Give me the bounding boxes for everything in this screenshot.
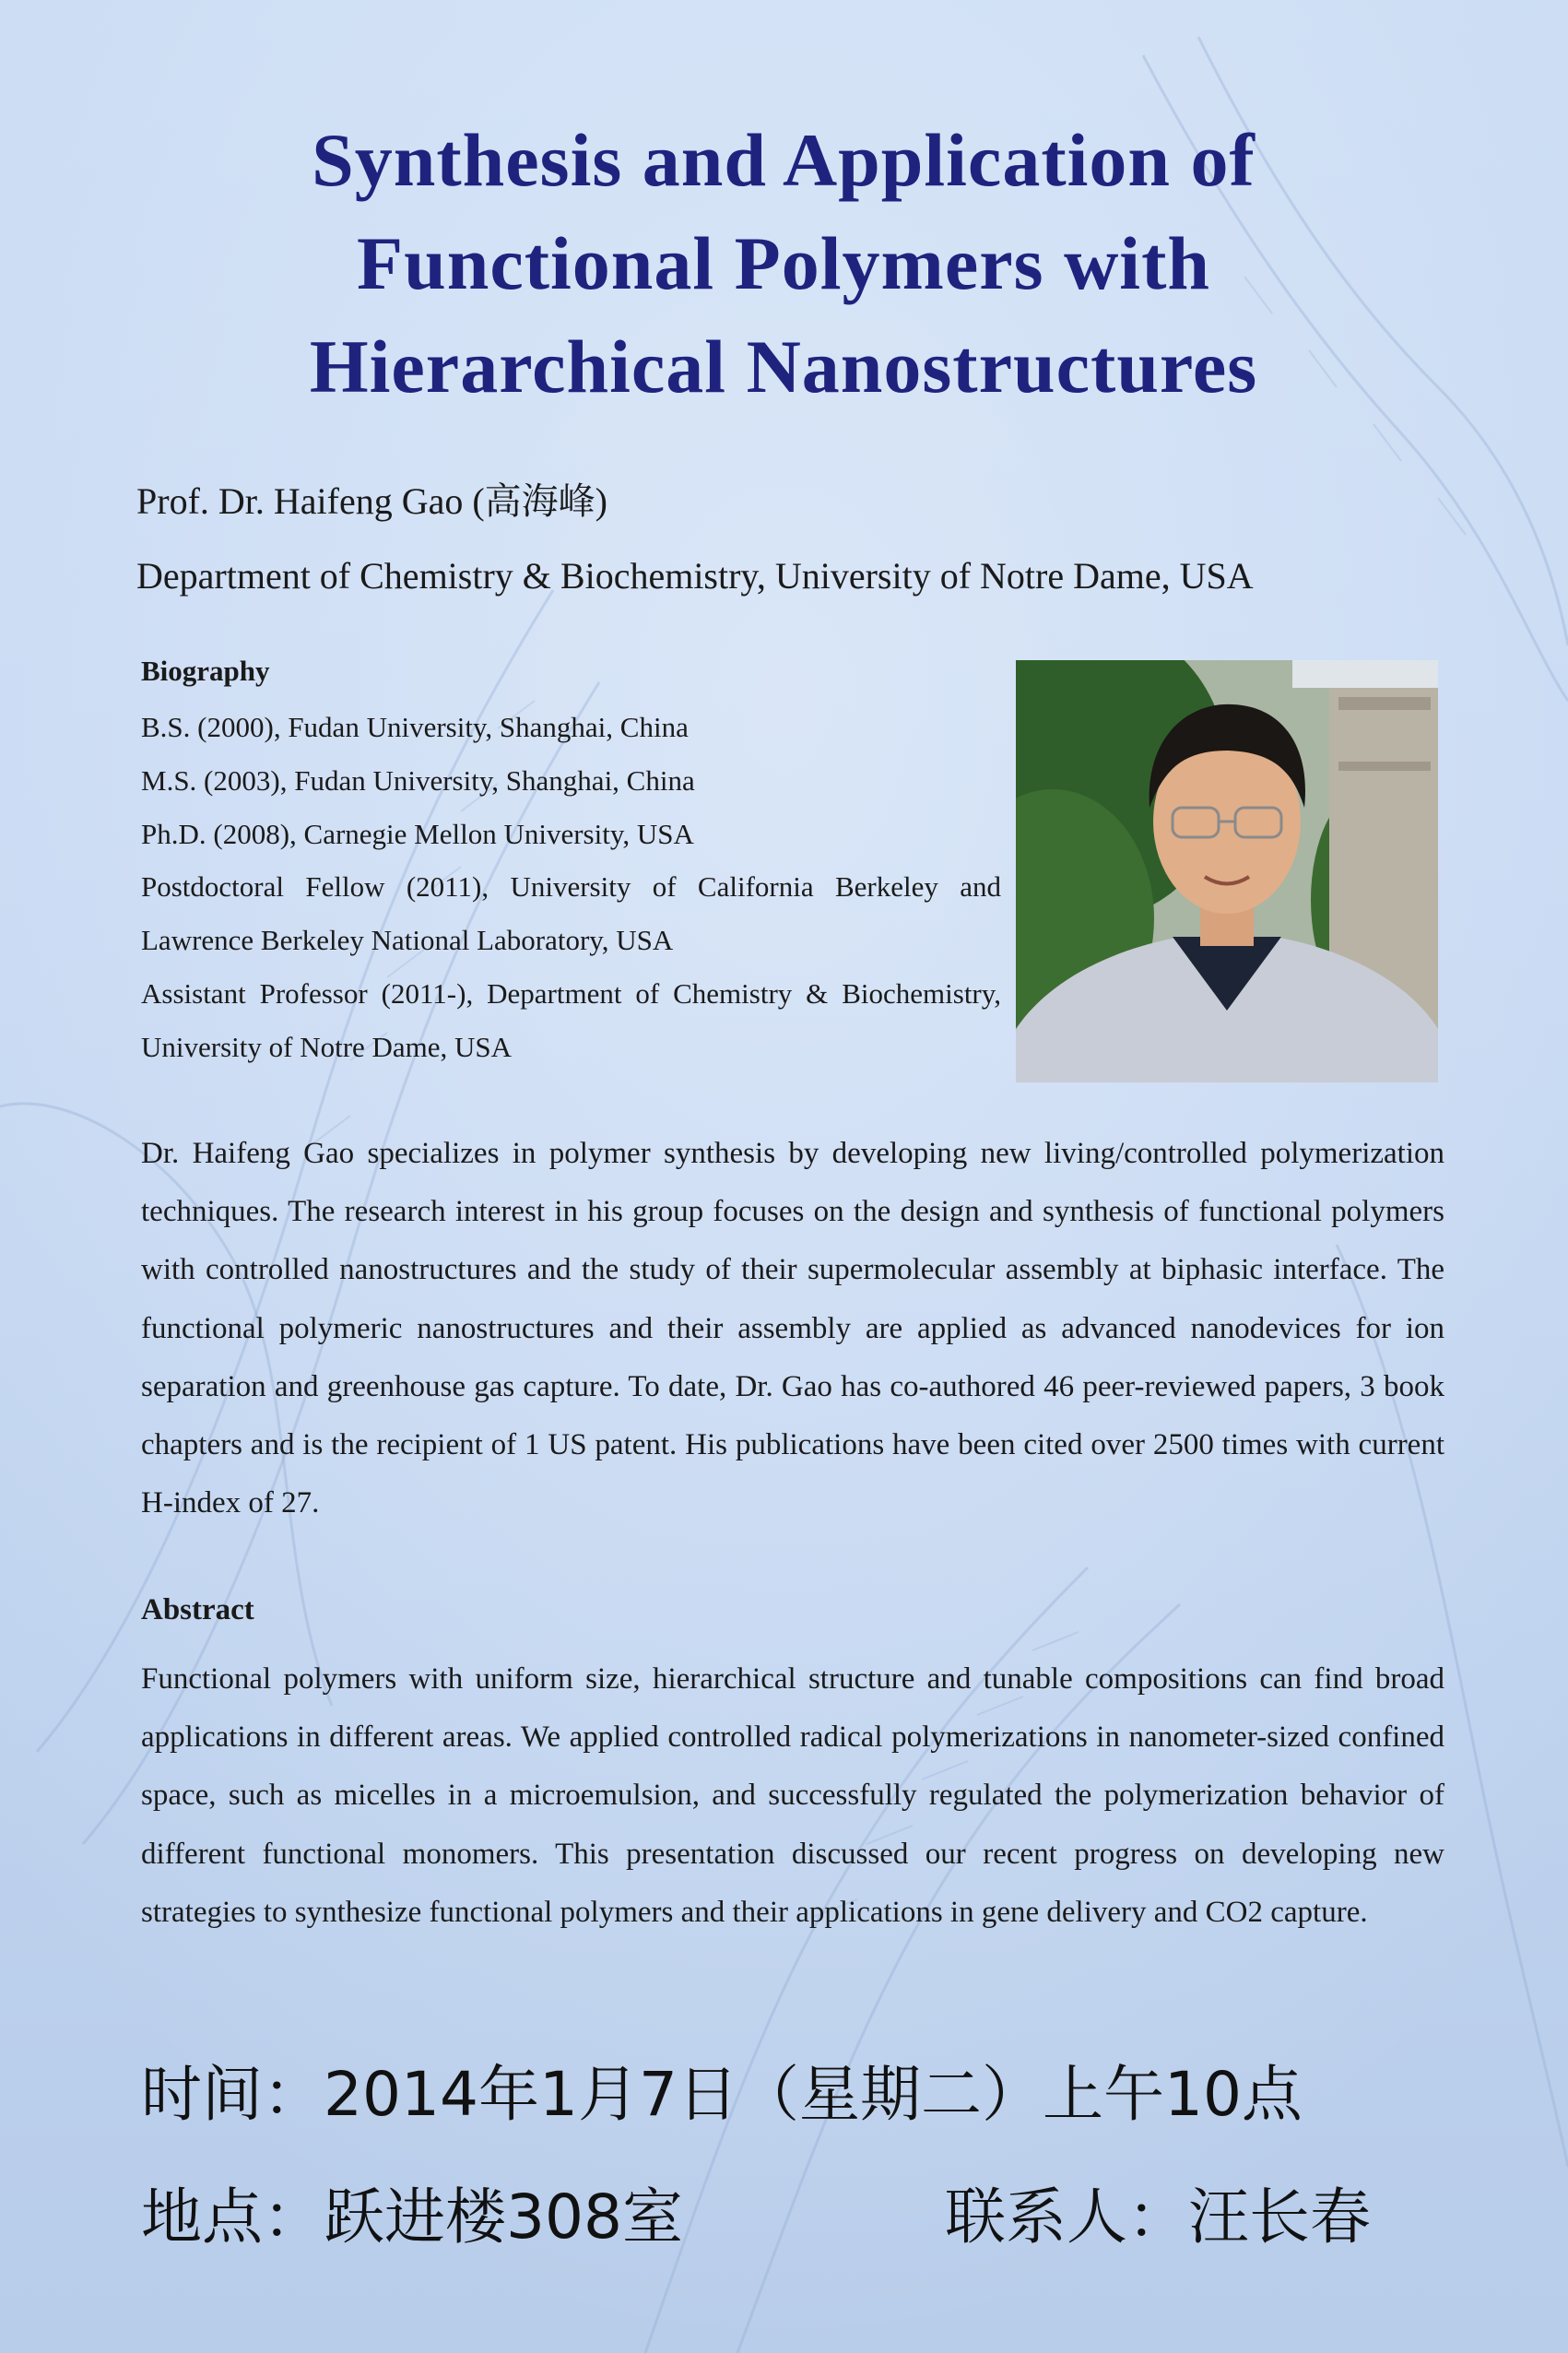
event-time: 时间：2014年1月7日（星期二）上午10点 [141,2059,1303,2130]
biography-item: Postdoctoral Fellow (2011), University of California Berkeley and Lawrence Berkeley National Laboratory, USA [141,870,1001,957]
title-line: Synthesis and Application of [312,118,1256,202]
event-contact: 联系人：汪长春 [945,2182,1371,2252]
biography-item: B.S. (2000), Fudan University, Shanghai, China [141,711,689,743]
speaker-photo [1016,660,1438,1082]
biography-item: M.S. (2003), Fudan University, Shanghai, China [141,763,695,797]
event-place: 地点：跃进楼308室 [141,2182,683,2252]
abstract-text: Functional polymers with uniform size, hierarchical structure and tunable compositions can find broad applications in different areas. We applied controlled radical polymerizations in nanometer-sized confined space, such as micelles in a microemulsion, and successfully regulated the polymerization behavior of different functional monomers. This presentation discussed our recent progress on developing new strategies to synthesize functional polymers and their applications in gene delivery and CO2 capture. [141,1662,1444,1929]
biography-heading: Biography [141,655,270,687]
title-line: Functional Polymers with [357,221,1210,305]
biography-item: Assistant Professor (2011-), Department of Chemistry & Biochemistry, University of Notre Dame, USA [141,976,1001,1063]
title-line: Hierarchical Nanostructures [309,325,1258,408]
poster-title [138,109,1429,419]
biography-item: Ph.D. (2008), Carnegie Mellon University, USA [141,817,694,850]
speaker-name: Prof. Dr. Haifeng Gao (高海峰) [136,480,607,522]
speaker-department: Department of Chemistry & Biochemistry, University of Notre Dame, USA [136,555,1254,597]
abstract-heading: Abstract [141,1593,254,1626]
biography-list [141,701,1001,1074]
speaker-summary: Dr. Haifeng Gao specializes in polymer synthesis by developing new living/controlled polymerization techniques. The research interest in his group focuses on the design and synthesis of functional polymers with controlled nanostructures and the study of their supermolecular assembly at biphasic interface. The functional polymeric nanostructures and their assembly are applied as advanced nanodevices for ion separation and greenhouse gas capture. To date, Dr. Gao has co-authored 46 peer-reviewed papers, 3 book chapters and is the recipient of 1 US patent. His publications have been cited over 2500 times with current H-index of 27. [141,1137,1444,1520]
